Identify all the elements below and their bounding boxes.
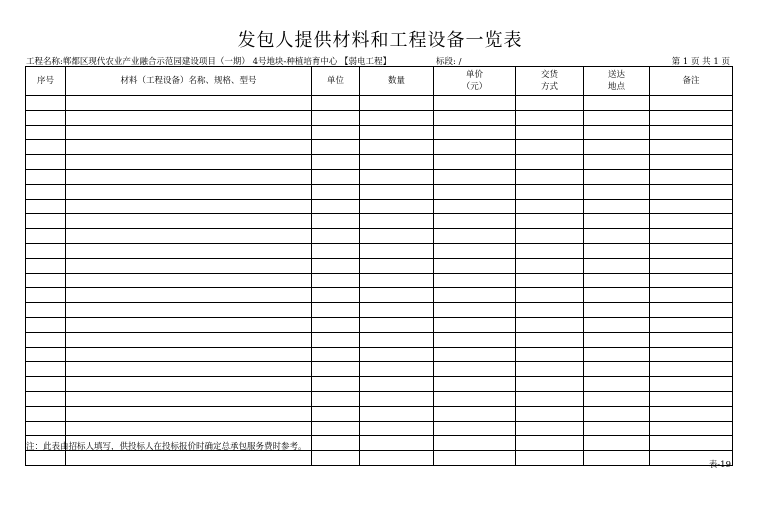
- table-cell: [312, 140, 360, 155]
- table-cell: [434, 317, 516, 332]
- table-cell: [516, 317, 584, 332]
- table-cell: [26, 451, 66, 466]
- table-cell: [312, 155, 360, 170]
- table-cell: [26, 140, 66, 155]
- table-cell: [312, 421, 360, 436]
- table-cell: [26, 332, 66, 347]
- table-cell: [66, 184, 312, 199]
- table-cell: [516, 96, 584, 111]
- table-cell: [66, 155, 312, 170]
- table-cell: [584, 273, 650, 288]
- table-cell: [360, 303, 434, 318]
- column-header-line: （元）: [461, 82, 488, 92]
- table-cell: [26, 229, 66, 244]
- table-cell: [360, 406, 434, 421]
- table-cell: [26, 406, 66, 421]
- table-cell: [516, 243, 584, 258]
- table-cell: [434, 214, 516, 229]
- table-cell: [434, 155, 516, 170]
- table-header-row: [26, 67, 733, 96]
- table-cell: [26, 110, 66, 125]
- table-cell: [360, 288, 434, 303]
- table-cell: [312, 362, 360, 377]
- table-cell: [650, 258, 733, 273]
- table-cell: [66, 406, 312, 421]
- table-cell: [66, 377, 312, 392]
- column-header: [434, 67, 516, 96]
- table-cell: [650, 155, 733, 170]
- table-cell: [516, 347, 584, 362]
- table-cell: [66, 199, 312, 214]
- table-cell: [516, 140, 584, 155]
- table-cell: [312, 451, 360, 466]
- table-cell: [26, 199, 66, 214]
- table-cell: [516, 332, 584, 347]
- table-cell: [516, 451, 584, 466]
- table-cell: [66, 125, 312, 140]
- table-cell: [516, 406, 584, 421]
- table-cell: [26, 125, 66, 140]
- table-cell: [360, 451, 434, 466]
- table-cell: [516, 303, 584, 318]
- table-cell: [312, 288, 360, 303]
- table-cell: [650, 317, 733, 332]
- table-cell: [650, 96, 733, 111]
- table-cell: [312, 258, 360, 273]
- table-cell: [66, 362, 312, 377]
- table-cell: [516, 125, 584, 140]
- table-cell: [66, 110, 312, 125]
- table-cell: [650, 303, 733, 318]
- form-number: 表-19: [708, 460, 731, 470]
- table-cell: [434, 436, 516, 451]
- column-header: [26, 67, 66, 96]
- table-cell: [360, 377, 434, 392]
- table-row: [26, 406, 733, 421]
- table-cell: [434, 229, 516, 244]
- column-header-line: 序号: [36, 76, 54, 86]
- table-cell: [516, 214, 584, 229]
- table-cell: [650, 406, 733, 421]
- table-row: [26, 317, 733, 332]
- table-cell: [434, 110, 516, 125]
- table-cell: [650, 391, 733, 406]
- table-cell: [584, 214, 650, 229]
- table-cell: [584, 243, 650, 258]
- table-cell: [312, 317, 360, 332]
- table-cell: [650, 243, 733, 258]
- table-cell: [650, 421, 733, 436]
- table-cell: [26, 303, 66, 318]
- table-cell: [584, 303, 650, 318]
- project-name: 郸都区现代农业产业融合示范园建设项目（一期） 4号地块-种植培育中心 【弱电工程】: [62, 57, 392, 67]
- page-title: 发包人提供材料和工程设备一览表: [237, 30, 523, 51]
- column-header-line: 单价: [465, 70, 483, 80]
- table-cell: [584, 258, 650, 273]
- table-cell: [360, 96, 434, 111]
- table-cell: [360, 436, 434, 451]
- table-cell: [434, 258, 516, 273]
- table-cell: [434, 303, 516, 318]
- table-cell: [650, 140, 733, 155]
- table-cell: [650, 273, 733, 288]
- table-cell: [360, 125, 434, 140]
- table-cell: [26, 243, 66, 258]
- table-row: [26, 451, 733, 466]
- table-cell: [26, 169, 66, 184]
- table-cell: [360, 155, 434, 170]
- table-row: [26, 362, 733, 377]
- table-row: [26, 155, 733, 170]
- table-row: [26, 391, 733, 406]
- table-cell: [650, 199, 733, 214]
- table-cell: [66, 317, 312, 332]
- table-cell: [26, 391, 66, 406]
- table-cell: [360, 332, 434, 347]
- column-header-line: 地点: [607, 82, 625, 92]
- table-cell: [66, 214, 312, 229]
- table-row: [26, 229, 733, 244]
- table-cell: [584, 140, 650, 155]
- table-cell: [66, 451, 312, 466]
- table-cell: [360, 258, 434, 273]
- table-cell: [66, 258, 312, 273]
- table-cell: [26, 155, 66, 170]
- table-cell: [434, 421, 516, 436]
- table-cell: [650, 362, 733, 377]
- table-cell: [434, 451, 516, 466]
- table-cell: [650, 377, 733, 392]
- table-cell: [360, 110, 434, 125]
- table-cell: [26, 362, 66, 377]
- table-cell: [516, 155, 584, 170]
- table-row: [26, 332, 733, 347]
- table-row: [26, 184, 733, 199]
- table-cell: [584, 155, 650, 170]
- table-cell: [516, 184, 584, 199]
- table-cell: [360, 317, 434, 332]
- table-cell: [434, 184, 516, 199]
- table-row: [26, 421, 733, 436]
- column-header-line: 方式: [540, 82, 558, 92]
- table-cell: [360, 347, 434, 362]
- table-cell: [516, 273, 584, 288]
- table-cell: [516, 377, 584, 392]
- table-cell: [312, 406, 360, 421]
- table-cell: [584, 229, 650, 244]
- table-cell: [434, 347, 516, 362]
- column-header: [360, 67, 434, 96]
- table-cell: [66, 303, 312, 318]
- table-cell: [584, 288, 650, 303]
- table-cell: [434, 140, 516, 155]
- column-header-line: 送达: [607, 70, 625, 80]
- table-cell: [312, 243, 360, 258]
- table-cell: [516, 258, 584, 273]
- table-cell: [516, 229, 584, 244]
- table-cell: [360, 391, 434, 406]
- column-header-line: 数量: [387, 76, 405, 86]
- table-cell: [312, 303, 360, 318]
- column-header: [650, 67, 733, 96]
- column-header-line: 材料（工程设备）名称、规格、型号: [120, 76, 257, 86]
- footnote: 注：此表由招标人填写，供投标人在投标报价时确定总承包服务费时参考。: [26, 442, 307, 452]
- table-cell: [650, 184, 733, 199]
- table-row: [26, 199, 733, 214]
- table-cell: [360, 169, 434, 184]
- table-cell: [434, 288, 516, 303]
- table-cell: [516, 199, 584, 214]
- table-cell: [584, 436, 650, 451]
- project-label: 工程名称:: [26, 57, 63, 67]
- table-cell: [360, 184, 434, 199]
- table-cell: [66, 288, 312, 303]
- table-cell: [312, 110, 360, 125]
- table-row: [26, 303, 733, 318]
- table-cell: [516, 110, 584, 125]
- table-row: [26, 96, 733, 111]
- table-row: [26, 258, 733, 273]
- table-cell: [650, 347, 733, 362]
- table-cell: [516, 436, 584, 451]
- table-row: [26, 273, 733, 288]
- table-cell: [66, 169, 312, 184]
- table-cell: [584, 391, 650, 406]
- table-cell: [516, 362, 584, 377]
- table-cell: [26, 258, 66, 273]
- table-cell: [66, 273, 312, 288]
- table-row: [26, 125, 733, 140]
- table-cell: [26, 317, 66, 332]
- table-cell: [584, 362, 650, 377]
- column-header: [516, 67, 584, 96]
- table-cell: [66, 421, 312, 436]
- table-cell: [312, 214, 360, 229]
- table-cell: [650, 229, 733, 244]
- table-cell: [584, 184, 650, 199]
- table-cell: [650, 436, 733, 451]
- table-cell: [584, 421, 650, 436]
- table-cell: [584, 406, 650, 421]
- table-cell: [584, 317, 650, 332]
- column-header-line: 交货: [540, 70, 558, 80]
- table-cell: [434, 199, 516, 214]
- table-cell: [312, 125, 360, 140]
- table-cell: [312, 169, 360, 184]
- table-cell: [434, 391, 516, 406]
- table-cell: [26, 421, 66, 436]
- table-cell: [66, 96, 312, 111]
- table-cell: [434, 243, 516, 258]
- table-cell: [516, 169, 584, 184]
- table-cell: [66, 347, 312, 362]
- table-row: [26, 214, 733, 229]
- table-cell: [360, 273, 434, 288]
- table-cell: [312, 332, 360, 347]
- table-cell: [360, 214, 434, 229]
- table-row: [26, 169, 733, 184]
- table-cell: [66, 140, 312, 155]
- table-cell: [26, 96, 66, 111]
- table-cell: [312, 96, 360, 111]
- table-cell: [360, 199, 434, 214]
- table-cell: [434, 377, 516, 392]
- table-cell: [26, 377, 66, 392]
- table-cell: [434, 332, 516, 347]
- table-row: [26, 140, 733, 155]
- table-cell: [650, 169, 733, 184]
- table-cell: [360, 362, 434, 377]
- table-cell: [434, 273, 516, 288]
- table-cell: [650, 332, 733, 347]
- table-cell: [434, 362, 516, 377]
- table-cell: [26, 184, 66, 199]
- table-cell: [26, 347, 66, 362]
- table-cell: [650, 288, 733, 303]
- table-cell: [434, 406, 516, 421]
- table-cell: [584, 377, 650, 392]
- table-body: [26, 96, 733, 466]
- table-cell: [434, 96, 516, 111]
- table-cell: [516, 391, 584, 406]
- table-cell: [66, 332, 312, 347]
- table-cell: [312, 347, 360, 362]
- table-cell: [312, 377, 360, 392]
- table-cell: [360, 421, 434, 436]
- table-cell: [650, 125, 733, 140]
- table-cell: [66, 243, 312, 258]
- table-cell: [26, 273, 66, 288]
- table-cell: [360, 140, 434, 155]
- table-cell: [584, 125, 650, 140]
- materials-table: [25, 66, 733, 466]
- table-cell: [66, 391, 312, 406]
- table-row: [26, 347, 733, 362]
- table-cell: [312, 273, 360, 288]
- column-header: [312, 67, 360, 96]
- table-cell: [516, 288, 584, 303]
- table-cell: [312, 199, 360, 214]
- column-header: [584, 67, 650, 96]
- table-cell: [312, 436, 360, 451]
- table-cell: [584, 199, 650, 214]
- table-cell: [584, 451, 650, 466]
- table-cell: [584, 110, 650, 125]
- table-cell: [26, 214, 66, 229]
- section-info: 标段: /: [436, 57, 462, 67]
- table-cell: [26, 288, 66, 303]
- column-header: [66, 67, 312, 96]
- table-cell: [360, 243, 434, 258]
- column-header-line: 单位: [326, 76, 344, 86]
- table-cell: [584, 332, 650, 347]
- column-header-line: 备注: [682, 76, 700, 86]
- table-cell: [516, 421, 584, 436]
- table-cell: [360, 229, 434, 244]
- table-cell: [312, 391, 360, 406]
- table-cell: [434, 125, 516, 140]
- table-row: [26, 110, 733, 125]
- table-row: [26, 243, 733, 258]
- table-cell: [584, 169, 650, 184]
- table-row: [26, 288, 733, 303]
- table-cell: [584, 96, 650, 111]
- table-cell: [650, 110, 733, 125]
- table-row: [26, 377, 733, 392]
- table-cell: [650, 214, 733, 229]
- table-cell: [312, 184, 360, 199]
- table-cell: [584, 347, 650, 362]
- page-info: 第 1 页 共 1 页: [671, 57, 730, 67]
- table-cell: [66, 229, 312, 244]
- table-cell: [434, 169, 516, 184]
- table-cell: [312, 229, 360, 244]
